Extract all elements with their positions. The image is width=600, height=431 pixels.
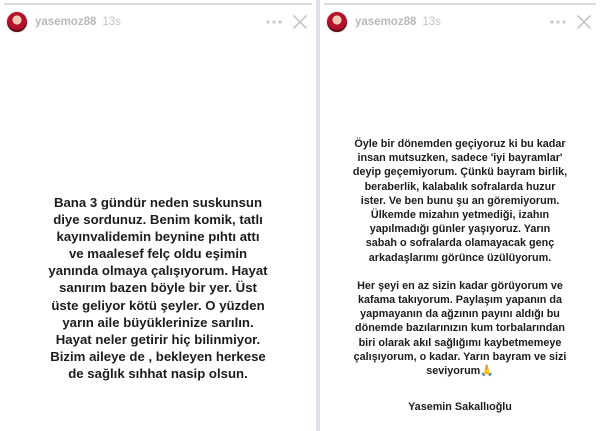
story-text-line: diye sordunuz. Benim komik, tatlı: [53, 212, 263, 228]
story-text-line: insan mutsuzken, sadece 'iyi bayramlar': [357, 152, 563, 165]
story-text-line: beraberlik, kalabalık sofralarda huzur: [364, 180, 556, 193]
story-text-line: Hayat neler getirir hiç bilinmiyor.: [55, 331, 261, 347]
story-timestamp: 13s: [422, 16, 441, 28]
story-text-line: biri olarak akıl sağlığımı kaybetmemeye: [358, 336, 562, 349]
story-text-line: Öyle bir dönemden geçiyoruz ki bu kadar: [354, 138, 566, 150]
story-signature: Yasemin Sakallıoğlu: [408, 401, 512, 414]
close-icon[interactable]: [290, 12, 310, 32]
story-text-line: üste geliyor kötü şeyler. O yüzden: [51, 297, 265, 313]
story-text-line: çalışıyorum, o kadar. Yarın bayram ve sizi: [353, 350, 567, 363]
story-username[interactable]: yasemoz88: [355, 16, 417, 28]
story-text-line: yapılmadığı günler yaşıyoruz. Yarın: [369, 223, 551, 236]
story-text-line: sabah o sofralarda olamayacak genç: [365, 237, 555, 250]
story-text-line: Ülkemde mizahın yetmediği, izahın: [370, 209, 550, 222]
story-text-line: dönemde bazılarınızın kum torbalarından: [355, 322, 565, 335]
story-timestamp: 13s: [102, 16, 121, 28]
story-text: [0, 194, 316, 382]
story-text-line: Bana 3 gündür neden suskunsun: [53, 195, 263, 210]
story-progress-bar: [4, 3, 312, 5]
story-text-line: deyip geçemiyorum. Çünkü bayram birlik,: [352, 166, 568, 179]
story-text-line: de sağlık sıhhat nasip olsun.: [68, 365, 248, 381]
story-progress-bar: [324, 3, 596, 5]
avatar[interactable]: [6, 11, 28, 33]
story-text-line: Bizim aileye de , bekleyen herkese: [50, 348, 266, 364]
story-text-line: yanında olmaya çalışıyorum. Hayat: [48, 263, 268, 279]
story-text-line: kafama takıyorum. Paylaşım yapanın da: [357, 294, 563, 307]
story-text-line: Her şeyi en az sizin kadar görüyorum ve: [357, 279, 563, 292]
story-text-line: seviyorum🙏: [426, 365, 494, 378]
avatar[interactable]: [326, 11, 348, 33]
story-right[interactable]: [320, 0, 600, 431]
close-icon[interactable]: [574, 12, 594, 32]
story-text-line: arkadaşlarımı görünce üzülüyorum.: [368, 251, 552, 264]
story-text-line: yarın aile büyüklerinize sarılın.: [62, 314, 254, 330]
story-text-line: ve maalesef felç oldu eşimin: [68, 246, 248, 262]
story-text: [320, 137, 600, 414]
story-paragraph: [320, 137, 600, 265]
more-icon[interactable]: [548, 12, 568, 32]
story-username[interactable]: yasemoz88: [35, 16, 97, 28]
story-text-line: yapmayanın da ağzının payını aldığı bu: [360, 308, 560, 321]
story-paragraph: [320, 279, 600, 378]
more-icon[interactable]: [264, 12, 284, 32]
story-text-line: kayınvalidemin beynine pıhtı attı: [56, 229, 260, 245]
story-text-line: ister. Ve ben bunu şu an göremiyorum.: [360, 194, 560, 207]
story-header: [6, 9, 310, 35]
story-text-line: sanırım bazen böyle bir yer. Üst: [59, 280, 257, 296]
story-header: [326, 9, 594, 35]
